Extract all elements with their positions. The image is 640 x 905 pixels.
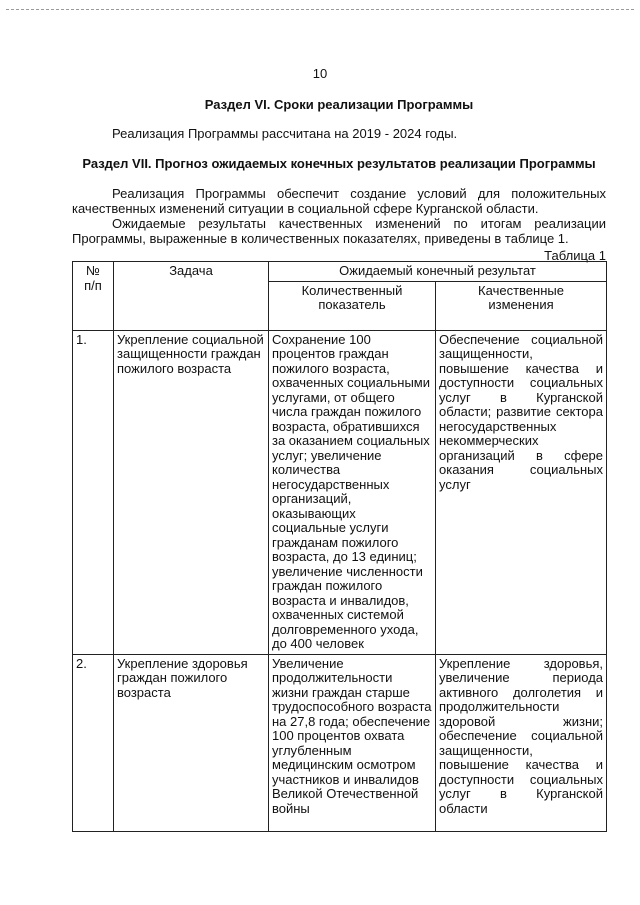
- row-1-quantitative: Сохранение 100 процентов граждан пожилого возраста, охваченных социальными услугами, от общего числа граждан пожилого возраста, обратившихся за оказанием социальных услуг; увеличение количества негосударственных организаций, оказывающих социальные услуги гражданам пожилого возраста, до 13 единиц; увеличение численности граждан пожилого возраста и инвалидов, охваченных системой долговременного ухода, до 400 человек: [269, 330, 436, 654]
- table-row: [73, 330, 607, 654]
- section-7-paragraph-2-text: Ожидаемые результаты качественных изменений по итогам реализации Программы, выраженные в количественных показателях, приведены в таблице 1.: [72, 216, 606, 246]
- row-1-task: Укрепление социальной защищенности граждан пожилого возраста: [114, 330, 269, 654]
- section-7-title: Раздел VII. Прогноз ожидаемых конечных результатов реализации Программы: [82, 156, 596, 171]
- table-row: [73, 654, 607, 831]
- section-7-paragraph-2: [72, 216, 606, 246]
- row-2-num: 2.: [73, 654, 114, 831]
- header-task: Задача: [114, 262, 269, 331]
- header-expected: Ожидаемый конечный результат: [269, 262, 607, 282]
- table-header-row: [73, 262, 607, 282]
- row-2-quantitative: Увеличение продолжительности жизни граждан старше трудоспособного возраста на 27,8 года; обеспечение 100 процентов охвата углубленным медицинским осмотром участников и инвалидов Великой Отечественной войны: [269, 654, 436, 831]
- header-num: № п/п: [73, 262, 114, 331]
- results-table: [72, 261, 607, 832]
- section-6-text: Реализация Программы рассчитана на 2019 - 2024 годы.: [112, 126, 458, 141]
- header-qualitative: Качественные изменения: [436, 281, 607, 330]
- scan-top-edge: [6, 9, 634, 10]
- row-2-task: Укрепление здоровья граждан пожилого возраста: [114, 654, 269, 831]
- header-quantitative: Количественный показатель: [269, 281, 436, 330]
- row-1-num: 1.: [73, 330, 114, 654]
- page-number: 10: [312, 66, 328, 81]
- section-6-title: Раздел VI. Сроки реализации Программы: [204, 97, 474, 112]
- section-7-paragraph-1: Реализация Программы обеспечит создание условий для положительных качественных изменений ситуации в социальной сфере Курганской области.: [72, 186, 606, 216]
- table-caption: Таблица 1: [544, 248, 606, 263]
- row-1-qualitative: Обеспечение социальной защищенности, повышение качества и доступности социальных услуг в Курганской области; развитие сектора негосударственных некоммерческих организаций в сфере оказания социальных услуг: [436, 330, 607, 654]
- row-2-qualitative: Укрепление здоровья, увеличение периода активного долголетия и продолжительности здоровой жизни; обеспечение социальной защищенности, повышение качества и доступности социальных услуг в Курганской области: [436, 654, 607, 831]
